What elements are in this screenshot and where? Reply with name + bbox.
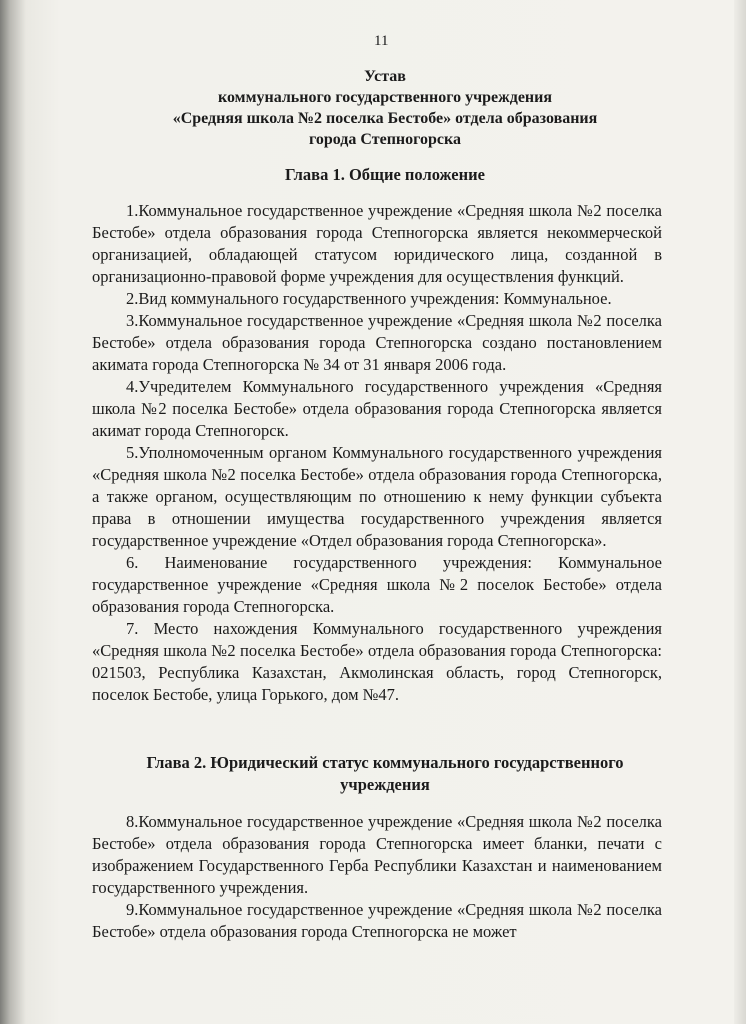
paragraph-6: 6. Наименование государственного учреждения: Коммунальное государственное учреждение «Средняя школа №2 поселок Бестобе» отдела образования города Степногорска. [92, 553, 662, 616]
chapter-2-heading [90, 752, 680, 796]
chapter-2-heading-line-2: учреждения [340, 775, 430, 794]
title-line-2: коммунального государственного учреждения [217, 89, 553, 106]
title-line-3: «Средняя школа №2 поселка Бестобе» отдела образования [172, 110, 598, 127]
chapter-1-body [92, 200, 662, 706]
paragraph-8: 8.Коммунальное государственное учреждение «Средняя школа №2 поселка Бестобе» отдела образования города Степногорска имеет бланки, печати с изображением Государственного Герба Республики Казахстан и наименованием государственного учреждения. [92, 812, 662, 897]
title-line-4: города Степногорска [309, 131, 461, 148]
paragraph-9: 9.Коммунальное государственное учреждение «Средняя школа №2 поселка Бестобе» отдела образования города Степногорска не может [92, 900, 662, 941]
paragraph-2: 2.Вид коммунального государственного учреждения: Коммунальное. [126, 289, 612, 308]
paragraph-3: 3.Коммунальное государственное учреждение «Средняя школа №2 поселка Бестобе» отдела образования города Степногорска создано постановлением акимата города Степногорска № 34 от 31 января 2006 года. [92, 311, 662, 374]
chapter-2-heading-line-1: Глава 2. Юридический статус коммунального государственного [146, 753, 624, 772]
title-line-1: Устав [364, 68, 406, 85]
document-title [90, 66, 680, 150]
paragraph-1: 1.Коммунальное государственное учреждение «Средняя школа №2 поселка Бестобе» отдела образования города Степногорска является некоммерческой организацией, обладающей статусом юридического лица, созданной в организационно-правовой форме учреждения для осуществления функций. [92, 201, 662, 286]
paragraph-5: 5.Уполномоченным органом Коммунального государственного учреждения «Средняя школа №2 поселка Бестобе» отдела образования города Степногорска, а также органом, осуществляющим по отношению к нему функции субъекта права в отношении имущества государственного учреждения является государственное учреждение «Отдел образования города Степногорска». [92, 443, 662, 550]
chapter-1-heading: Глава 1. Общие положение [285, 165, 485, 184]
chapter-2-body [92, 811, 662, 943]
paragraph-4: 4.Учредителем Коммунального государственного учреждения «Средняя школа №2 поселка Бестобе» отдела образования города Степногорска является акимат города Степногорск. [92, 377, 662, 440]
page-number: 11 [374, 33, 389, 49]
paragraph-7: 7. Место нахождения Коммунального государственного учреждения «Средняя школа №2 поселка Бестобе» отдела образования города Степногорска: 021503, Республика Казахстан, Акмолинская область, город Степногорск, поселок Бестобе, улица Горького, дом №47. [92, 619, 662, 704]
page-edge-shadow [734, 0, 746, 1024]
